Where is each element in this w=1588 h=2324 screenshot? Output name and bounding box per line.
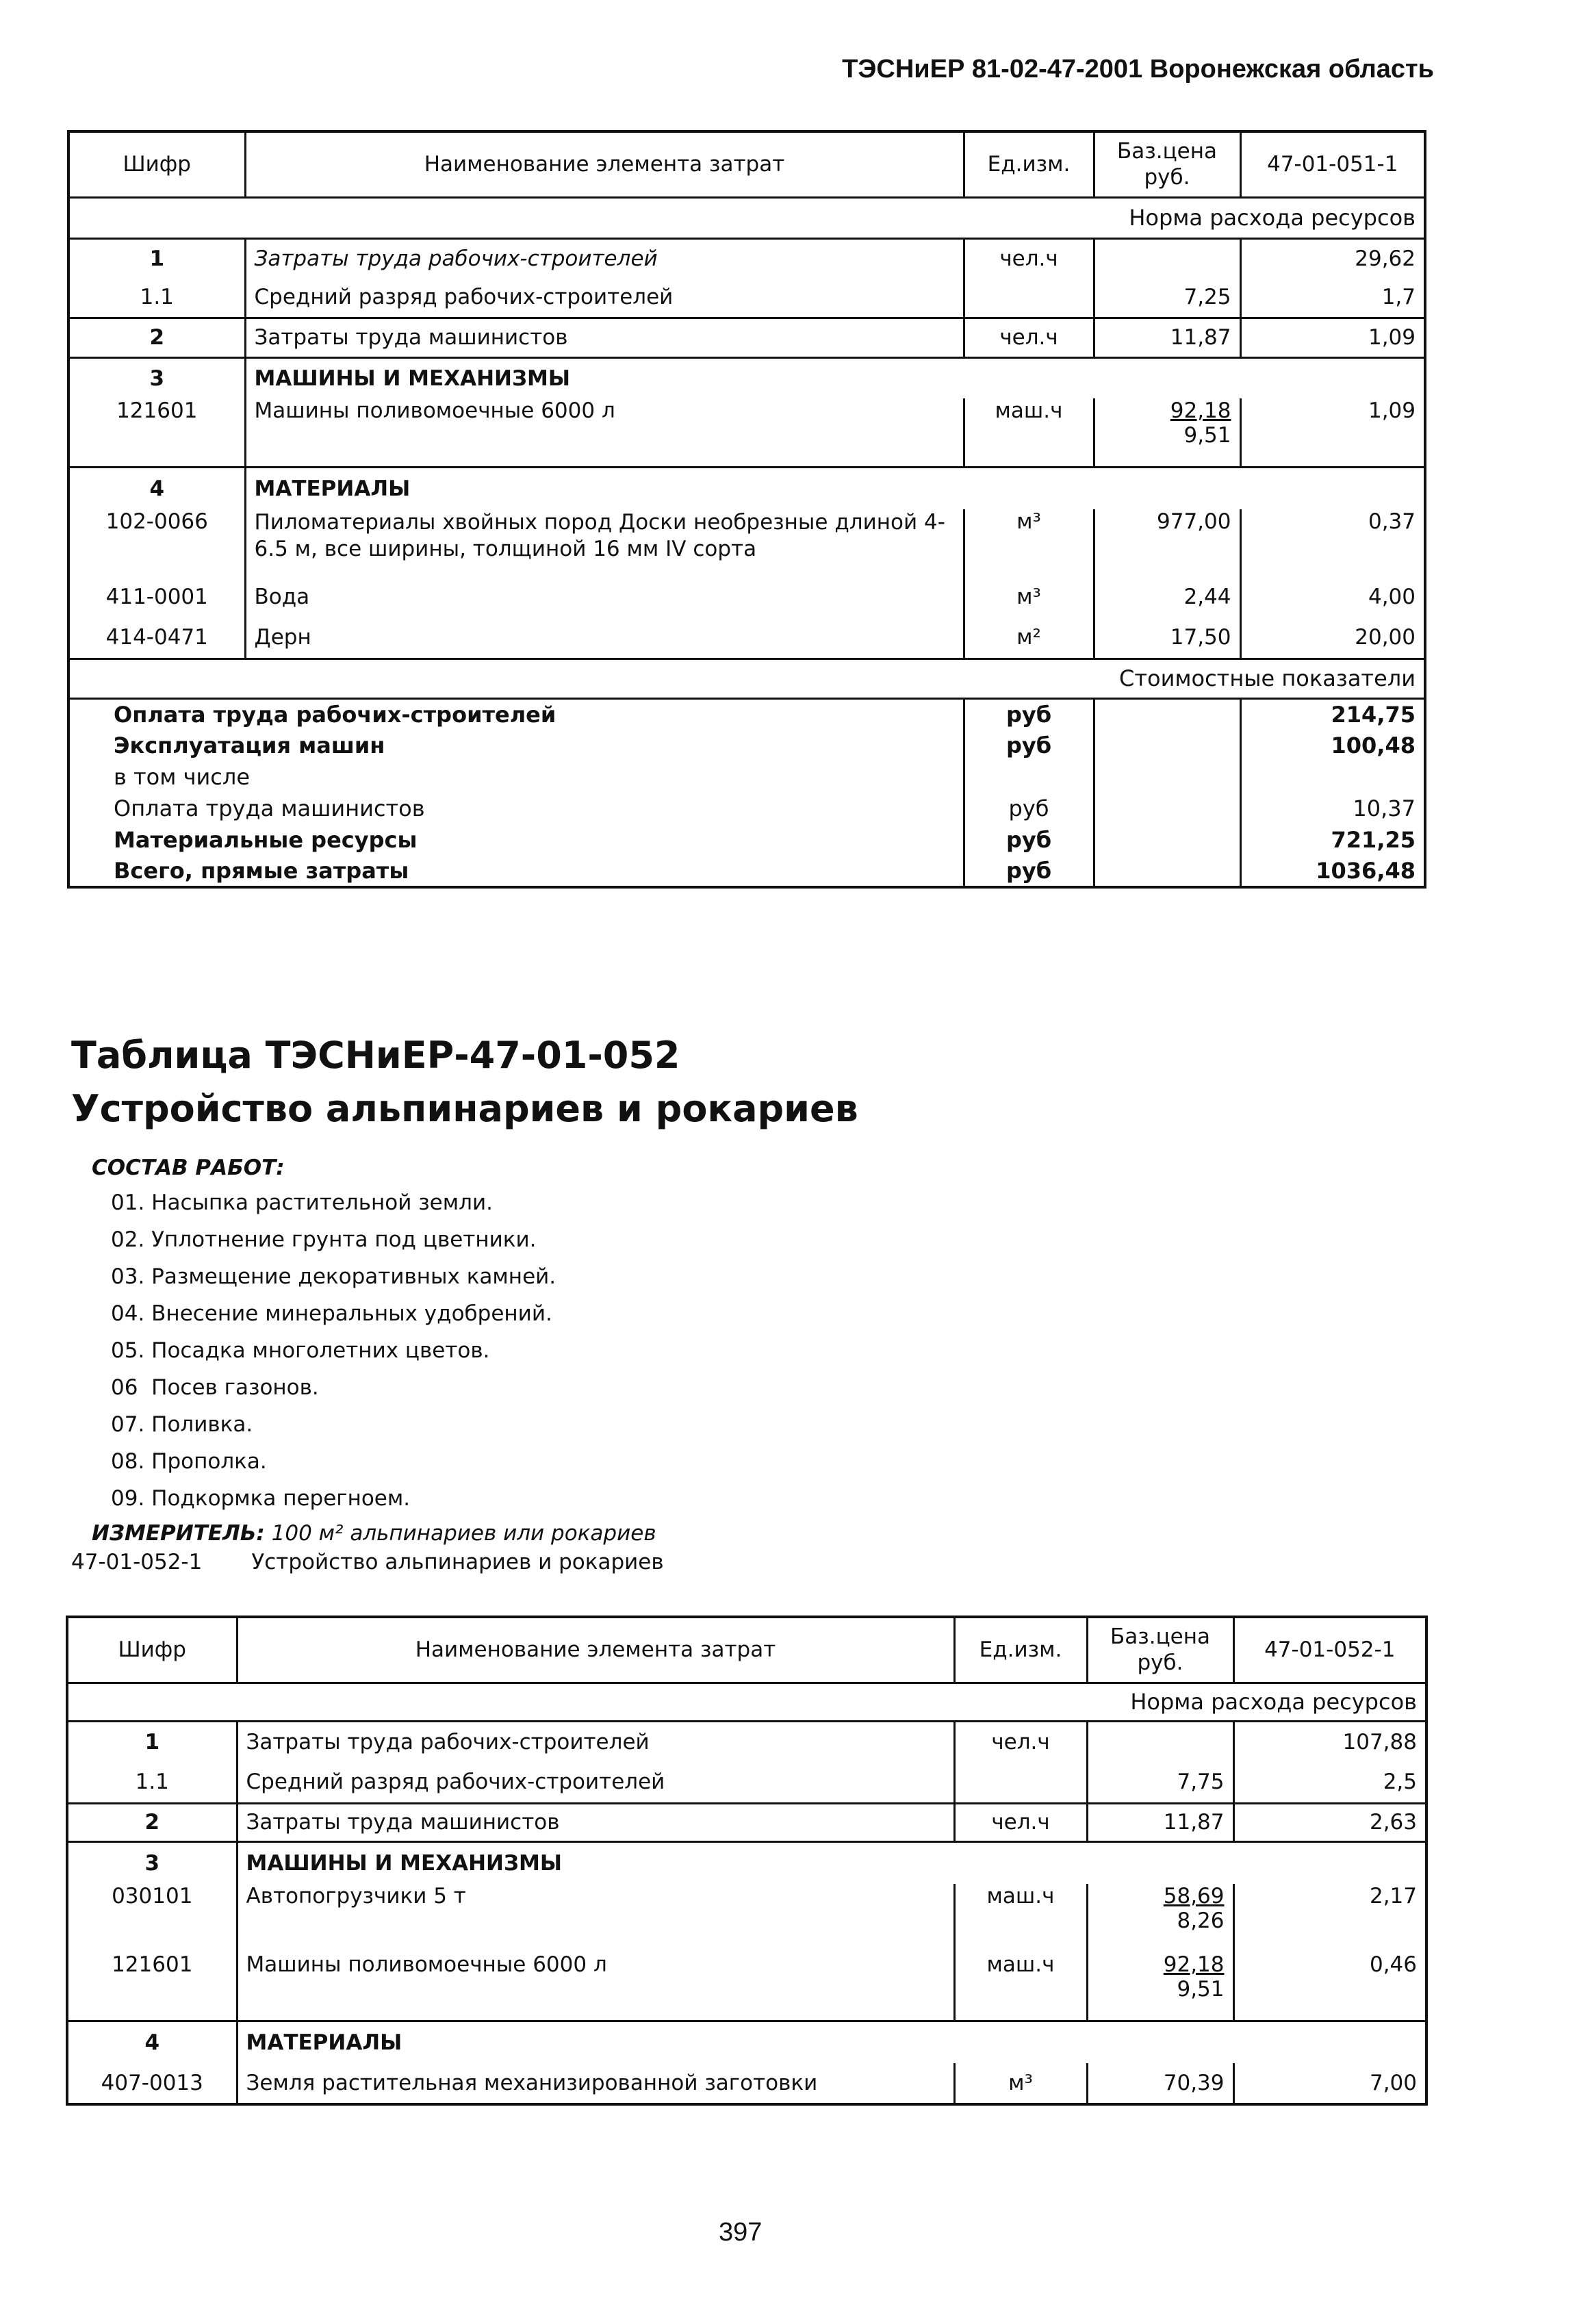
row-price: 11,87 (1087, 1803, 1233, 1841)
row-name: Автопогрузчики 5 т (237, 1884, 954, 1952)
row-value: 1,7 (1240, 278, 1425, 318)
norm-section-title: Норма расхода ресурсов (68, 197, 1425, 238)
cost-unit: руб (964, 793, 1094, 824)
row-name: МАТЕРИАЛЫ (237, 2021, 954, 2063)
table-row (67, 1952, 1426, 2021)
list-item: 07. Поливка. (111, 1412, 253, 1437)
row-value: 2,63 (1233, 1803, 1426, 1841)
row-unit: м² (964, 617, 1094, 659)
row-name: Земля растительная механизированной заготовки (237, 2063, 954, 2104)
row-code: 2 (68, 318, 245, 357)
row-value: 1,09 (1240, 318, 1425, 357)
norm-code-line (71, 1550, 664, 1574)
meter-value: 100 м² альпинариев или рокариев (271, 1521, 656, 1546)
row-unit: маш.ч (954, 1884, 1087, 1952)
row-code: 411-0001 (105, 585, 208, 609)
row-price-wage: 8,26 (1177, 1908, 1225, 1933)
table-row (67, 1762, 1426, 1803)
row-name: МАШИНЫ И МЕХАНИЗМЫ (237, 1841, 954, 1884)
col-header-unit: Ед.изм. (964, 131, 1094, 197)
table-row (67, 1721, 1426, 1762)
row-name: Затраты труда рабочих-строителей (237, 1721, 954, 1762)
row-price: 7,25 (1094, 278, 1240, 318)
meter-line (92, 1521, 656, 1546)
col-header-name: Наименование элемента затрат (237, 1617, 954, 1683)
cost-label: Всего, прямые затраты (114, 858, 409, 884)
section-subtitle: Устройство альпинариев и рокариев (71, 1087, 858, 1130)
list-item: 09. Подкормка перегноем. (111, 1486, 411, 1511)
list-item: 06 Посев газонов. (111, 1375, 319, 1400)
row-price-wage: 9,51 (1183, 423, 1231, 448)
cost-row (68, 824, 1425, 856)
row-code: 1 (149, 246, 165, 271)
row-name: Машины поливомоечные 6000 л (237, 1952, 954, 2021)
row-unit: м³ (964, 509, 1094, 576)
row-name: Пиломатериалы хвойных пород Доски необрезные длиной 4-6.5 м, все ширины, толщиной 16 мм IV сорта (245, 509, 964, 576)
row-price-main: 92,18 (1163, 1952, 1225, 1977)
table-row (67, 1884, 1426, 1952)
list-item: 04. Внесение минеральных удобрений. (111, 1301, 552, 1326)
table-header-row (67, 1617, 1426, 1683)
col-header-unit: Ед.изм. (954, 1617, 1087, 1683)
cost-value: 10,37 (1240, 793, 1425, 824)
row-value: 1,09 (1240, 398, 1425, 467)
cost-label: в том числе (114, 764, 250, 790)
cost-row (68, 730, 1425, 761)
row-code: 1.1 (135, 1770, 169, 1795)
resource-table-47-01-052 (66, 1616, 1428, 2106)
cost-value: 1036,48 (1240, 856, 1425, 887)
row-code: 407-0013 (101, 2071, 203, 2095)
row-code: 121601 (112, 1952, 193, 1977)
row-unit: чел.ч (964, 238, 1094, 278)
row-code: 1.1 (140, 285, 174, 310)
group-row-machines (67, 1841, 1426, 1884)
row-name: Затраты труда машинистов (245, 318, 964, 357)
col-header-code: Шифр (68, 131, 245, 197)
cost-unit: руб (964, 856, 1094, 887)
group-row-materials (67, 2021, 1426, 2063)
row-value: 0,46 (1233, 1952, 1426, 2021)
row-price: 11,87 (1094, 318, 1240, 357)
col-header-norm-code: 47-01-051-1 (1240, 131, 1425, 197)
running-header: ТЭСНиЕР 81-02-47-2001 Воронежская область (842, 55, 1434, 84)
row-name: Средний разряд рабочих-строителей (245, 278, 964, 318)
row-name: Дерн (245, 617, 964, 659)
row-value: 4,00 (1240, 576, 1425, 617)
row-price: 2,44 (1094, 576, 1240, 617)
cost-row (68, 698, 1425, 730)
row-price (1087, 1952, 1233, 2021)
row-unit: чел.ч (964, 318, 1094, 357)
list-item: 05. Посадка многолетних цветов. (111, 1338, 490, 1363)
cost-unit: руб (964, 730, 1094, 761)
cost-label: Оплата труда машинистов (114, 795, 425, 821)
cost-row (68, 761, 1425, 793)
row-code: 3 (68, 357, 245, 398)
row-unit: чел.ч (954, 1803, 1087, 1841)
row-unit: м³ (964, 576, 1094, 617)
table-row (68, 398, 1425, 467)
cost-row-total (68, 856, 1425, 887)
row-price: 70,39 (1087, 2063, 1233, 2104)
row-name: Машины поливомоечные 6000 л (245, 398, 964, 467)
table-row (67, 1803, 1426, 1841)
cost-unit: руб (964, 698, 1094, 730)
col-header-price: Баз.цена руб. (1094, 131, 1240, 197)
norm-section-title: Норма расхода ресурсов (67, 1683, 1426, 1721)
works-label: СОСТАВ РАБОТ: (92, 1155, 285, 1180)
row-price: 7,75 (1087, 1762, 1233, 1803)
row-price-wage: 9,51 (1177, 1977, 1225, 2002)
table-row (67, 2063, 1426, 2104)
row-code: 2 (67, 1803, 237, 1841)
row-price (1087, 1721, 1233, 1762)
row-value: 2,5 (1233, 1762, 1426, 1803)
list-item: 02. Уплотнение грунта под цветники. (111, 1227, 537, 1252)
table-header-row (68, 131, 1425, 197)
cost-unit: руб (964, 824, 1094, 856)
row-value: 20,00 (1240, 617, 1425, 659)
row-code: 102-0066 (105, 509, 208, 534)
col-header-name: Наименование элемента затрат (245, 131, 964, 197)
group-row-machines (68, 357, 1425, 398)
row-value: 29,62 (1240, 238, 1425, 278)
list-item: 01. Насыпка растительной земли. (111, 1190, 493, 1215)
norm-code: 47-01-052-1 (71, 1550, 203, 1574)
cost-section-title: Стоимостные показатели (68, 659, 1425, 698)
cost-label: Оплата труда рабочих-строителей (114, 701, 556, 728)
table-row (68, 278, 1425, 318)
col-header-price: Баз.цена руб. (1087, 1617, 1233, 1683)
list-item: 08. Прополка. (111, 1449, 267, 1474)
row-value: 7,00 (1233, 2063, 1426, 2104)
cost-label: Материальные ресурсы (114, 827, 418, 853)
row-price: 17,50 (1094, 617, 1240, 659)
col-header-norm-code: 47-01-052-1 (1233, 1617, 1426, 1683)
row-code: 121601 (116, 398, 198, 423)
cost-value: 214,75 (1240, 698, 1425, 730)
row-code: 4 (68, 467, 245, 509)
table-row (68, 576, 1425, 617)
row-unit: м³ (954, 2063, 1087, 2104)
row-code: 3 (67, 1841, 237, 1884)
list-item: 03. Размещение декоративных камней. (111, 1264, 556, 1289)
row-value: 107,88 (1233, 1721, 1426, 1762)
resource-table-47-01-051 (67, 130, 1426, 889)
row-unit (964, 278, 1094, 318)
table-row (68, 509, 1425, 576)
row-name: МАШИНЫ И МЕХАНИЗМЫ (245, 357, 964, 398)
row-code: 030101 (112, 1884, 193, 1908)
cost-value: 100,48 (1240, 730, 1425, 761)
row-code: 4 (67, 2021, 237, 2063)
row-name: МАТЕРИАЛЫ (245, 467, 964, 509)
col-header-code: Шифр (67, 1617, 237, 1683)
cost-value: 721,25 (1240, 824, 1425, 856)
cost-value (1240, 761, 1425, 793)
row-price-main: 58,69 (1163, 1884, 1225, 1908)
row-unit: чел.ч (954, 1721, 1087, 1762)
row-price: 977,00 (1094, 509, 1240, 576)
row-name: Затраты труда машинистов (237, 1803, 954, 1841)
cost-label: Эксплуатация машин (114, 732, 385, 758)
row-name: Вода (245, 576, 964, 617)
table-row (68, 617, 1425, 659)
cost-row (68, 793, 1425, 824)
row-value: 2,17 (1233, 1884, 1426, 1952)
table-title: Таблица ТЭСНиЕР-47-01-052 (71, 1034, 680, 1077)
row-unit: маш.ч (954, 1952, 1087, 2021)
row-price-main: 92,18 (1170, 398, 1231, 423)
group-row-materials (68, 467, 1425, 509)
works-list (111, 1184, 556, 1517)
row-value: 0,37 (1240, 509, 1425, 576)
row-name: Затраты труда рабочих-строителей (245, 238, 964, 278)
cost-unit (964, 761, 1094, 793)
row-price (1094, 398, 1240, 467)
row-unit (954, 1762, 1087, 1803)
table-row (68, 318, 1425, 357)
meter-label: ИЗМЕРИТЕЛЬ: (92, 1521, 265, 1546)
row-price (1087, 1884, 1233, 1952)
page-number: 397 (719, 2218, 763, 2247)
norm-code-name: Устройство альпинариев и рокариев (251, 1550, 664, 1574)
row-code: 414-0471 (105, 625, 208, 650)
row-unit: маш.ч (964, 398, 1094, 467)
row-price (1094, 238, 1240, 278)
row-name: Средний разряд рабочих-строителей (237, 1762, 954, 1803)
table-row (68, 238, 1425, 278)
row-code: 1 (144, 1729, 160, 1754)
